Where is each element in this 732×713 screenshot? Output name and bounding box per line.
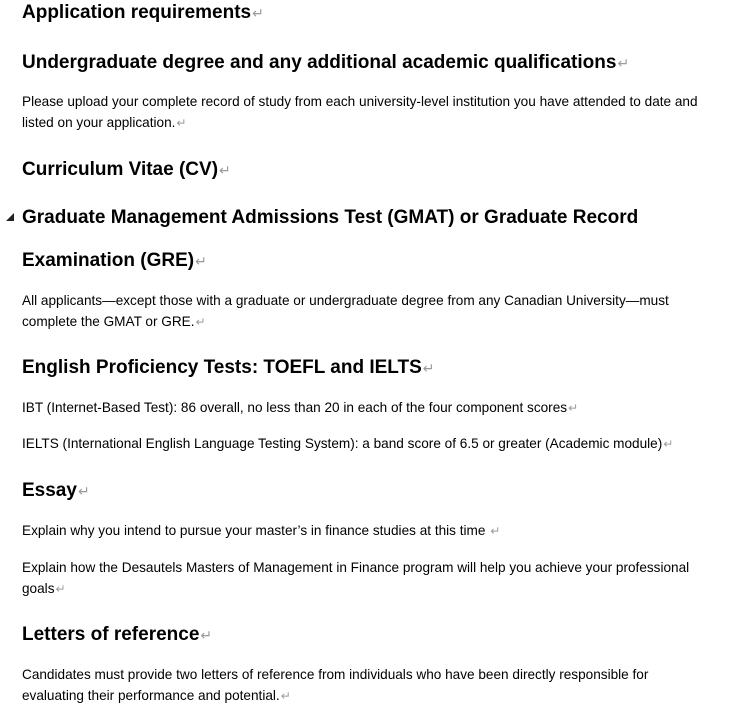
heading-gmat-line-2 — [22, 250, 207, 272]
heading-references — [22, 624, 212, 646]
paragraph-mark-icon: ↵ — [200, 627, 213, 643]
page-title-text: Application requirements — [22, 2, 252, 23]
heading-gmat-line-1 — [22, 207, 638, 228]
paragraph-mark-icon: ↵ — [663, 437, 674, 451]
undergraduate-description-line-1: Please upload your complete record of study from each university-level institution you have attended to date and — [22, 94, 698, 109]
undergraduate-description-line-2: listed on your application. — [22, 115, 176, 130]
gmat-description — [22, 290, 669, 333]
heading-english-tests-text: English Proficiency Tests: TOEFL and IELTS — [22, 357, 422, 378]
paragraph-mark-icon: ↵ — [568, 401, 579, 415]
essay-question-1 — [22, 520, 500, 542]
ielts-requirement-text: IELTS (International English Language Testing System): a band score of 6.5 or greater (Academic module) — [22, 436, 663, 451]
paragraph-mark-icon: ↵ — [55, 582, 66, 596]
essay-question-1-text: Explain why you intend to pursue your master’s in finance studies at this time — [22, 523, 490, 538]
references-description — [22, 664, 648, 707]
paragraph-mark-icon: ↵ — [617, 55, 630, 71]
paragraph-mark-icon: ↵ — [176, 116, 187, 130]
heading-gmat-text-1: Graduate Management Admissions Test (GMAT) or Graduate Record — [22, 207, 639, 228]
paragraph-mark-icon: ↵ — [195, 253, 207, 269]
undergraduate-description — [22, 91, 698, 134]
paragraph-mark-icon: ↵ — [490, 524, 501, 538]
gmat-description-line-1: All applicants—except those with a graduate or undergraduate degree from any Canadian University—must — [22, 293, 669, 308]
paragraph-mark-icon: ↵ — [422, 360, 435, 376]
heading-references-text: Letters of reference — [22, 624, 200, 645]
ibt-requirement — [22, 397, 578, 419]
heading-essay-text: Essay — [22, 480, 77, 501]
paragraph-mark-icon: ↵ — [195, 315, 206, 329]
heading-undergraduate — [22, 52, 629, 74]
page-title — [22, 2, 264, 24]
heading-collapse-toggle-icon[interactable] — [6, 213, 14, 221]
references-description-line-1: Candidates must provide two letters of reference from individuals who have been directly responsible for — [22, 667, 649, 682]
heading-undergraduate-text: Undergraduate degree and any additional academic qualifications — [22, 52, 617, 73]
gmat-description-line-2: complete the GMAT or GRE. — [22, 314, 195, 329]
essay-question-2-line-2: goals — [22, 581, 55, 596]
heading-cv — [22, 159, 231, 181]
references-description-line-2: evaluating their performance and potential. — [22, 688, 280, 703]
paragraph-mark-icon: ↵ — [77, 483, 90, 499]
heading-english-tests — [22, 357, 435, 379]
paragraph-mark-icon: ↵ — [219, 162, 231, 178]
paragraph-mark-icon: ↵ — [252, 5, 264, 21]
heading-essay — [22, 480, 90, 502]
paragraph-mark-icon: ↵ — [280, 689, 291, 703]
essay-question-2-line-1: Explain how the Desautels Masters of Management in Finance program will help you achieve your professional — [22, 560, 690, 575]
heading-cv-text: Curriculum Vitae (CV) — [22, 159, 219, 180]
essay-question-2 — [22, 557, 689, 600]
ibt-requirement-text: IBT (Internet-Based Test): 86 overall, no less than 20 in each of the four component scores — [22, 400, 568, 415]
heading-gmat-text-2: Examination (GRE) — [22, 250, 195, 271]
ielts-requirement — [22, 433, 673, 455]
